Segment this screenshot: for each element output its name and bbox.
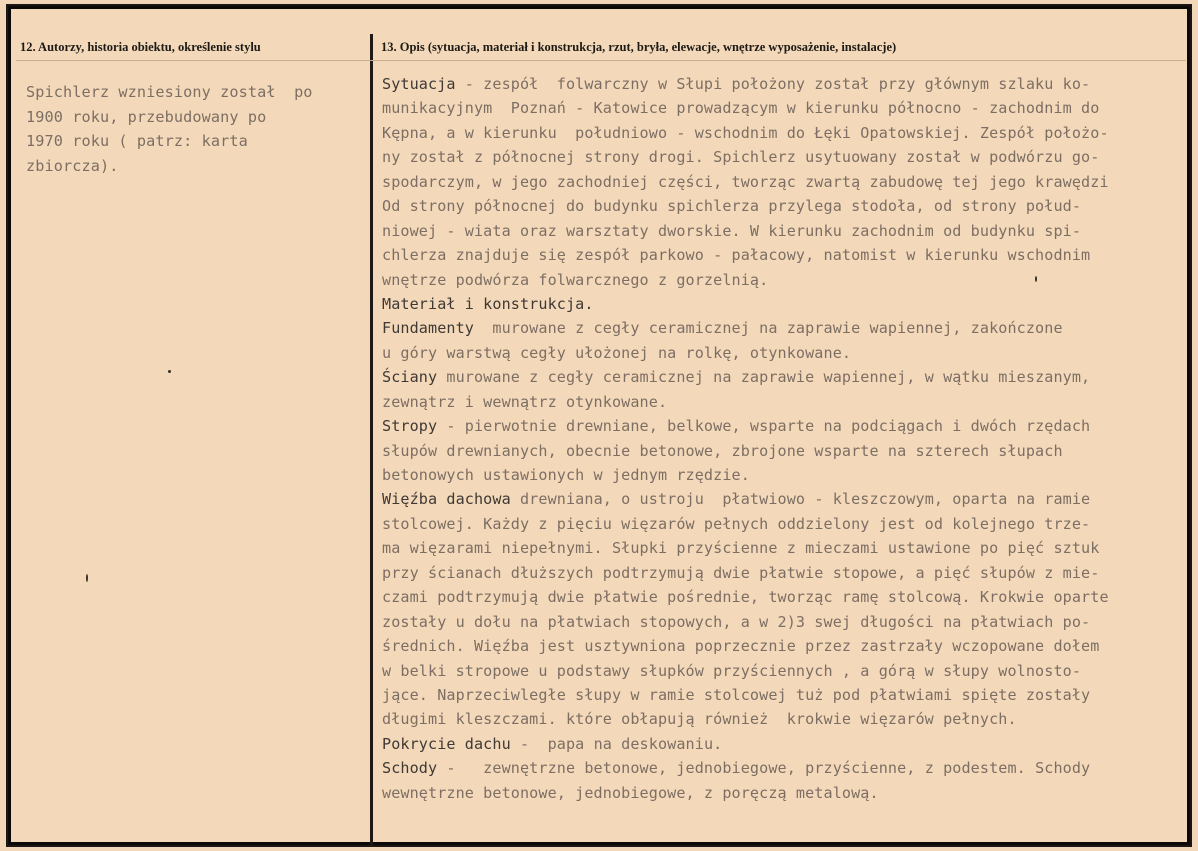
section-13-line <box>382 170 1188 194</box>
paper-speck <box>1035 276 1037 282</box>
section-13-line <box>382 341 1188 365</box>
line-text: murowane z cegły ceramicznej na zaprawie wapiennej, w wątku mieszanym, <box>437 368 1091 387</box>
line-text: munikacyjnym Poznań - Katowice prowadzącym w kierunku północno - zachodnim do <box>382 99 1100 118</box>
section-13-line <box>382 96 1188 120</box>
section-13-line <box>382 683 1188 707</box>
section-13-line <box>382 707 1188 731</box>
line-text: - zewnętrzne betonowe, jednobiegowe, przyścienne, z podestem. Schody <box>437 759 1091 778</box>
section-12-line: 1900 roku, przebudowany po <box>26 107 267 126</box>
section-13-title: 13. Opis (sytuacja, materiał i konstrukcja, rzut, bryła, elewacje, wnętrze wyposażenie, instalacje) <box>381 40 897 54</box>
paper-speck <box>86 574 88 582</box>
subsection-heading: Stropy <box>382 417 438 436</box>
header-rule <box>16 60 1186 61</box>
section-13-line <box>382 781 1188 805</box>
line-text: spodarczym, w jego zachodniej części, tworząc zwartą zabudowę tej jego krawędzi <box>382 172 1109 191</box>
section-13-line <box>382 610 1188 634</box>
section-13-line <box>382 487 1188 511</box>
section-13-text <box>382 72 1192 805</box>
section-13-line <box>382 536 1188 560</box>
line-text: wnętrze podwórza folwarcznego z gorzelnią. <box>382 270 769 289</box>
subsection-heading: Schody <box>382 759 438 778</box>
section-13-line <box>382 756 1188 780</box>
paper-speck <box>168 370 171 373</box>
line-text: niowej - wiata oraz warsztaty dworskie. W kierunku zachodnim od budynku spi- <box>382 221 1082 240</box>
section-13-line <box>382 414 1188 438</box>
line-text: jące. Naprzeciwległe słupy w ramie stolcowej tuż pod płatwiami spięte zostały <box>382 685 1091 704</box>
column-divider <box>370 34 373 847</box>
subsection-heading: Fundamenty <box>382 319 474 338</box>
line-text: średnich. Więźba jest usztywniona poprzecznie przez zastrzały wczopowane dołem <box>382 637 1100 656</box>
line-text: ma więzarami niepełnymi. Słupki przyścienne z mieczami ustawione po pięć sztuk <box>382 539 1100 558</box>
section-13-line <box>382 561 1188 585</box>
line-text: słupów drewnianych, obecnie betonowe, zbrojone wsparte na szterech słupach <box>382 441 1063 460</box>
line-text: murowane z cegły ceramicznej na zaprawie wapiennej, zakończone <box>473 319 1063 338</box>
subsection-heading: Materiał i konstrukcja. <box>382 294 594 313</box>
subsection-heading: Ściany <box>382 368 438 387</box>
section-13-line <box>382 194 1188 218</box>
line-text: drewniana, o ustroju płatwiowo - kleszczowym, oparta na ramie <box>510 490 1091 509</box>
line-text: zostały u dołu na płatwiach stopowych, a w 2)3 swej długości na płatwiach po- <box>382 612 1091 631</box>
section-13-line <box>382 439 1188 463</box>
line-text: stolcowej. Każdy z pięciu więzarów pełnych oddzielony jest od kolejnego trze- <box>382 514 1091 533</box>
line-text: czami podtrzymują dwie płatwie pośrednie, tworząc ramę stolcową. Krokwie oparte <box>382 588 1109 607</box>
subsection-heading: Sytuacja <box>382 75 456 93</box>
section-13-line <box>382 219 1188 243</box>
line-text: długimi kleszczami. które obłapują również krokwie więzarów pełnych. <box>382 710 1017 729</box>
line-text: betonowych ustawionych w jednym rzędzie. <box>382 466 750 484</box>
section-13-line <box>382 145 1188 169</box>
section-13-line <box>382 634 1188 658</box>
subsection-heading: Więźba dachowa <box>382 490 511 509</box>
section-13-line <box>382 585 1188 609</box>
section-13-line <box>382 72 1188 96</box>
section-13-line <box>382 463 1188 487</box>
section-13-line <box>382 512 1188 536</box>
section-13-line <box>382 365 1188 389</box>
section-12-title: 12. Autorzy, historia obiektu, określenie stylu <box>20 40 261 54</box>
line-text: zewnątrz i wewnątrz otynkowane. <box>382 392 668 411</box>
line-text: Od strony północnej do budynku spichlerza przylega stodoła, od strony połud- <box>382 197 1082 216</box>
line-text: u góry warstwą cegły ułożonej na rolkę, otynkowane. <box>382 343 852 362</box>
section-12-line: 1970 roku ( patrz: karta <box>26 132 248 150</box>
section-13-line <box>382 659 1188 683</box>
section-12-line: zbiorcza). <box>26 156 119 175</box>
subsection-heading: Pokrycie dachu <box>382 734 511 753</box>
document-page <box>6 4 1192 847</box>
section-13-line <box>382 732 1188 756</box>
section-13-line <box>382 243 1188 267</box>
line-text: - zespół folwarczny w Słupi położony został przy głównym szlaku ko- <box>455 75 1091 93</box>
section-13-line <box>382 390 1188 414</box>
section-12-text <box>26 80 356 178</box>
line-text: przy ścianach dłuższych podtrzymują dwie płatwie stopowe, a pięć słupów z mie- <box>382 563 1100 582</box>
section-13-line <box>382 316 1188 340</box>
line-text: wewnętrzne betonowe, jednobiegowe, z poręczą metalową. <box>382 783 879 802</box>
section-13-line <box>382 268 1188 292</box>
line-text: ny został z północnej strony drogi. Spichlerz usytuowany został w podwórzu go- <box>382 148 1100 167</box>
section-12-line: Spichlerz wzniesiony został po <box>26 83 313 101</box>
section-13-line <box>382 121 1188 145</box>
line-text: - pierwotnie drewniane, belkowe, wsparte na podciągach i dwóch rzędach <box>437 417 1091 436</box>
line-text: Kępna, a w kierunku południowo - wschodnim do Łęki Opatowskiej. Zespół położo- <box>382 123 1109 142</box>
line-text: w belki stropowe u podstawy słupków przyściennych , a górą w słupy wolnosto- <box>382 661 1082 680</box>
line-text: chlerza znajduje się zespół parkowo - pałacowy, natomist w kierunku wschodnim <box>382 246 1091 265</box>
section-13-line <box>382 292 1188 316</box>
line-text: - papa na deskowaniu. <box>510 734 723 753</box>
